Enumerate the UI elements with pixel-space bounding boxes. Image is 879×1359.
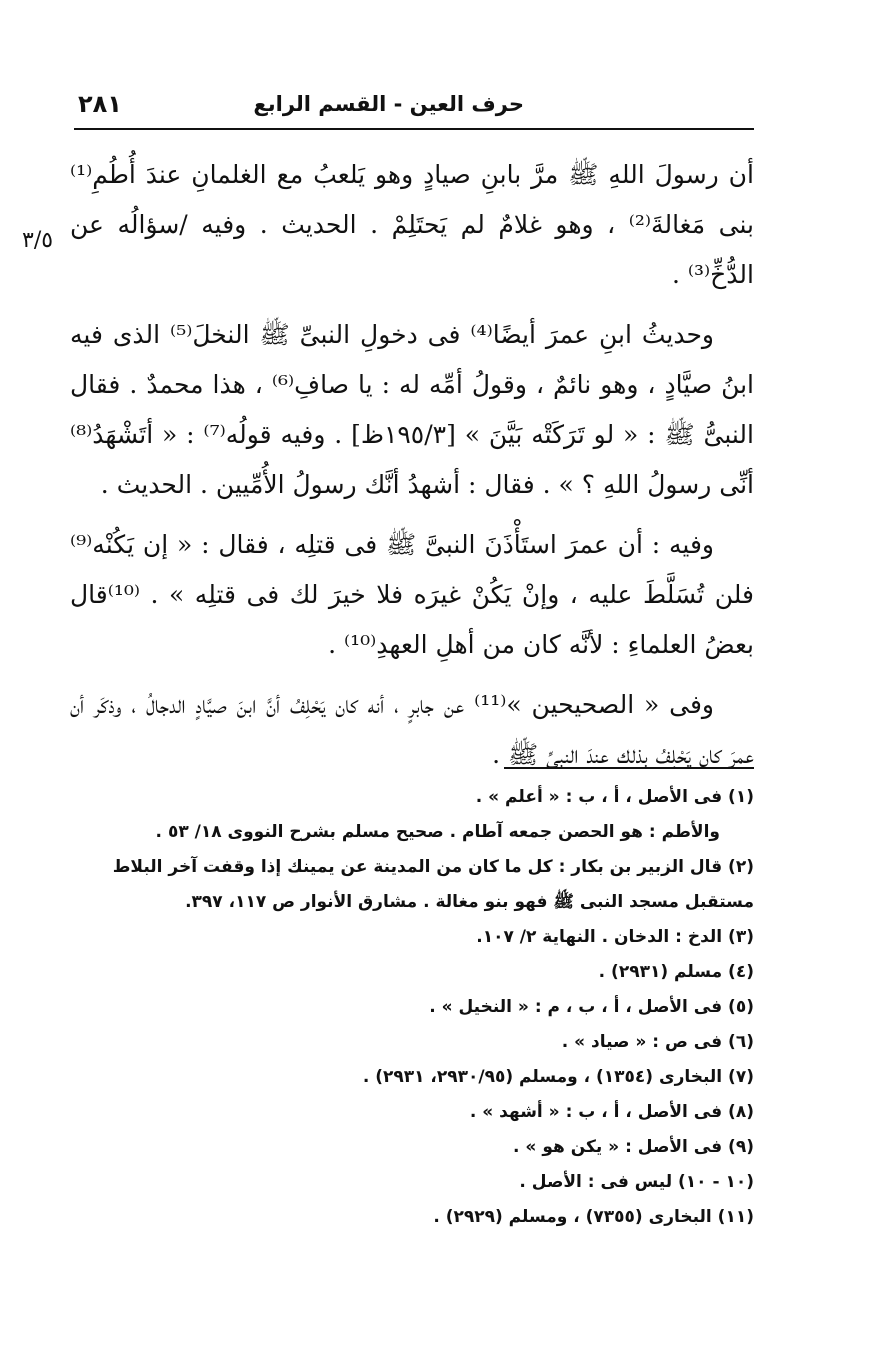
page-number: ٢٨١ <box>78 90 122 118</box>
main-text <box>70 150 754 790</box>
footnote: (٦) فى ص : « صياد » . <box>561 1032 754 1052</box>
running-title: حرف العين - القسم الرابع <box>253 92 524 116</box>
footnotes <box>70 780 754 1235</box>
footnote: (١٠ - ١٠) ليس فى : الأصل . <box>519 1172 754 1192</box>
footnote: (٧) البخارى (١٣٥٤) ، ومسلم (٢٩٣٠/٩٥، ٢٩٣١) . <box>362 1067 754 1087</box>
footnote: (٣) الدخ : الدخان . النهاية ٢/ ١٠٧. <box>476 927 754 947</box>
footnote: (٥) فى الأصل ، أ ، ب ، م : « النخيل » . <box>429 997 754 1017</box>
footnote: (١١) البخارى (٧٣٥٥) ، ومسلم (٢٩٢٩) . <box>433 1207 754 1227</box>
footnote: (٤) مسلم (٢٩٣١) . <box>598 962 754 982</box>
footnote: (٢) قال الزبير بن بكار : كل ما كان من المدينة عن يمينك إذا وقفت آخر البلاط مستقبل مسجد النبى ﷺ فهو بنو مغالة . مشارق الأنوار ص ١١٧، ٣٩٧. <box>112 857 754 912</box>
paragraph: وفى « الصحيحين »⁽¹¹⁾ عن جابرٍ ، أنه كان يَحْلِفُ أنَّ ابنَ صيَّادٍ الدجالُ ، وذكَر أن عمرَ كان يَحْلِفُ بذلك عندَ النبىِّ ﷺ . <box>70 690 754 769</box>
paragraph: وفيه : أن عمرَ استَأْذَنَ النبىَّ ﷺ فى قتلِه ، فقال : « إن يَكُنْه⁽⁹⁾ فلن تُسَلَّطَ عليه ، وإنْ يَكُنْ غيرَه فلا خيرَ لك فى قتلِه » . ⁽¹⁰⁾قال بعضُ العلماءِ : لأنَّه كان من أهلِ العهدِ⁽¹⁰⁾ . <box>70 530 754 659</box>
margin-reference: ٣/٥ <box>22 228 54 253</box>
footnote-separator <box>504 767 754 769</box>
footnote-continuation: والأطم : هو الحصن جمعه آطام . صحيح مسلم بشرح النووى ١٨/ ٥٣ . <box>155 822 720 842</box>
paragraph: أن رسولَ اللهِ ﷺ مرَّ بابنِ صيادٍ وهو يَلعبُ مع الغلمانِ عندَ أُطُمِ⁽¹⁾ بنى مَغالةَ⁽²⁾ ، وهو غلامٌ لم يَحتَلِمْ . الحديث . وفيه /سؤالُه عن الدُّخِّ⁽³⁾ . <box>70 160 755 289</box>
footnote: (٨) فى الأصل ، أ ، ب : « أشهد » . <box>469 1102 754 1122</box>
page-header <box>74 82 754 130</box>
footnote: (٩) فى الأصل : « يكن هو » . <box>513 1137 754 1157</box>
footnote: (١) فى الأصل ، أ ، ب : « أعلم » . <box>475 787 754 807</box>
paragraph: وحديثُ ابنِ عمرَ أيضًا⁽⁴⁾ فى دخولِ النبىِّ ﷺ النخلَ⁽⁵⁾ الذى فيه ابنُ صيَّادٍ ، وهو نائمٌ ، وقولُ أمِّه له : يا صافِ⁽⁶⁾ ، هذا محمدٌ . فقال النبىُّ ﷺ : « لو تَرَكَتْه بَيَّنَ » [١٩٥/٣ظ] . وفيه قولُه⁽⁷⁾ : « أتَشْهَدُ⁽⁸⁾ أنِّى رسولُ اللهِ ؟ » . فقال : أشهدُ أنَّك رسولُ الأُمِّيين . الحديث . <box>70 320 754 499</box>
